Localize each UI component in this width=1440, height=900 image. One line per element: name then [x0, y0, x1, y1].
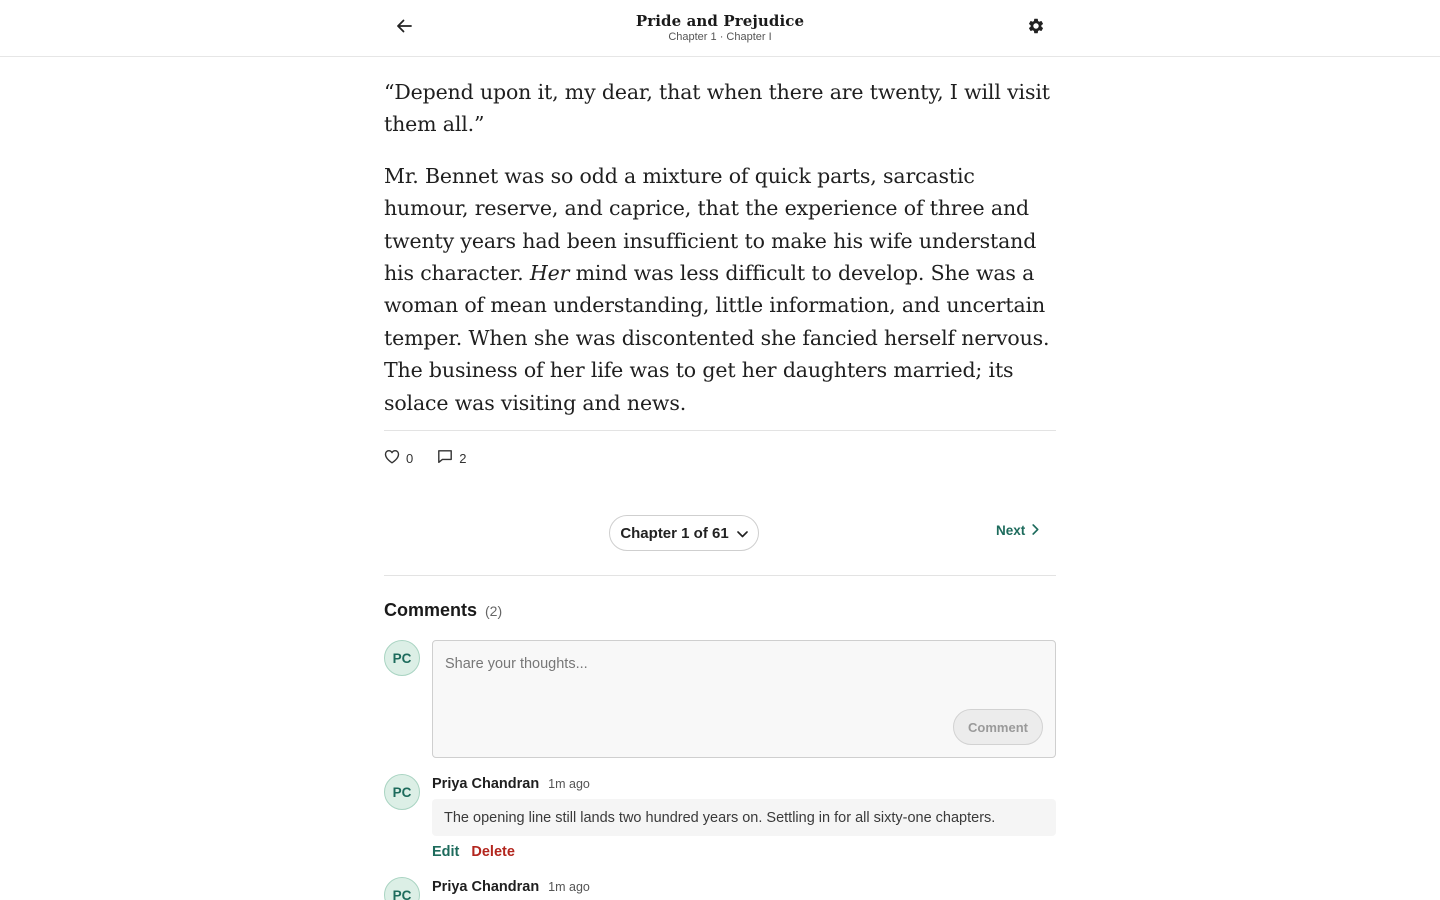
- emphasis-text: Her: [529, 261, 570, 286]
- chevron-right-icon: [1032, 523, 1039, 538]
- chapter-text: [384, 76, 1056, 419]
- avatar: PC: [384, 640, 420, 676]
- paragraph-text: mind was less difficult to develop. She was a woman of mean understanding, little information, and uncertain temper. When she was discontented she fancied herself nervous. The business of her life was to get her daughters married; its solace was visiting and news.: [384, 261, 1050, 415]
- header-title-group: [0, 12, 1440, 43]
- reactions-bar: [384, 449, 466, 467]
- comment-meta: [432, 776, 590, 792]
- gear-icon: [1027, 17, 1045, 40]
- comment-timestamp: 1m ago: [548, 777, 590, 791]
- comments-header: [384, 600, 502, 621]
- comments-title: Comments: [384, 600, 478, 620]
- chevron-down-icon: [737, 525, 748, 542]
- comment-author: Priya Chandran: [432, 879, 540, 895]
- paragraph: [384, 160, 1056, 419]
- navigation-divider: [384, 575, 1056, 576]
- edit-comment-button[interactable]: Edit: [432, 844, 460, 860]
- comment-composer: [432, 640, 1056, 758]
- comment-bubble-icon: [437, 449, 453, 467]
- comment-meta: [432, 879, 590, 895]
- content-divider: [384, 430, 1056, 431]
- next-label: Next: [996, 523, 1026, 538]
- comment-body: The opening line still lands two hundred years on. Settling in for all sixty-one chapters.: [432, 799, 1056, 836]
- avatar: PC: [384, 877, 420, 900]
- chapter-select-label: Chapter 1 of 61: [620, 524, 729, 542]
- top-bar: [0, 0, 1440, 57]
- delete-comment-button[interactable]: Delete: [471, 844, 515, 860]
- paragraph-text: Mr. Bennet was so odd a mixture of quick parts, sarcastic humour, reserve, and caprice, that the experience of three and twenty years had been insufficient to make his wife understand his character.: [384, 163, 1037, 286]
- avatar: PC: [384, 774, 420, 810]
- next-chapter-link[interactable]: [996, 523, 1039, 538]
- comments-button[interactable]: [437, 449, 466, 467]
- paragraph: “Depend upon it, my dear, that when there are twenty, I will visit them all.”: [384, 80, 1050, 137]
- submit-comment-button[interactable]: Comment: [953, 709, 1043, 745]
- comment-actions: [432, 844, 515, 860]
- book-title: Pride and Prejudice: [635, 12, 805, 30]
- comment-timestamp: 1m ago: [548, 880, 590, 894]
- chapter-select-dropdown[interactable]: [609, 515, 759, 551]
- comments-count: (2): [485, 603, 503, 619]
- like-button[interactable]: [384, 449, 413, 467]
- comment-count: 2: [459, 450, 467, 466]
- comment-author: Priya Chandran: [432, 776, 540, 792]
- settings-button[interactable]: [1024, 16, 1048, 40]
- like-count: 0: [406, 450, 414, 466]
- chapter-subtitle: Chapter 1 · Chapter I: [668, 31, 772, 43]
- heart-icon: [384, 449, 400, 467]
